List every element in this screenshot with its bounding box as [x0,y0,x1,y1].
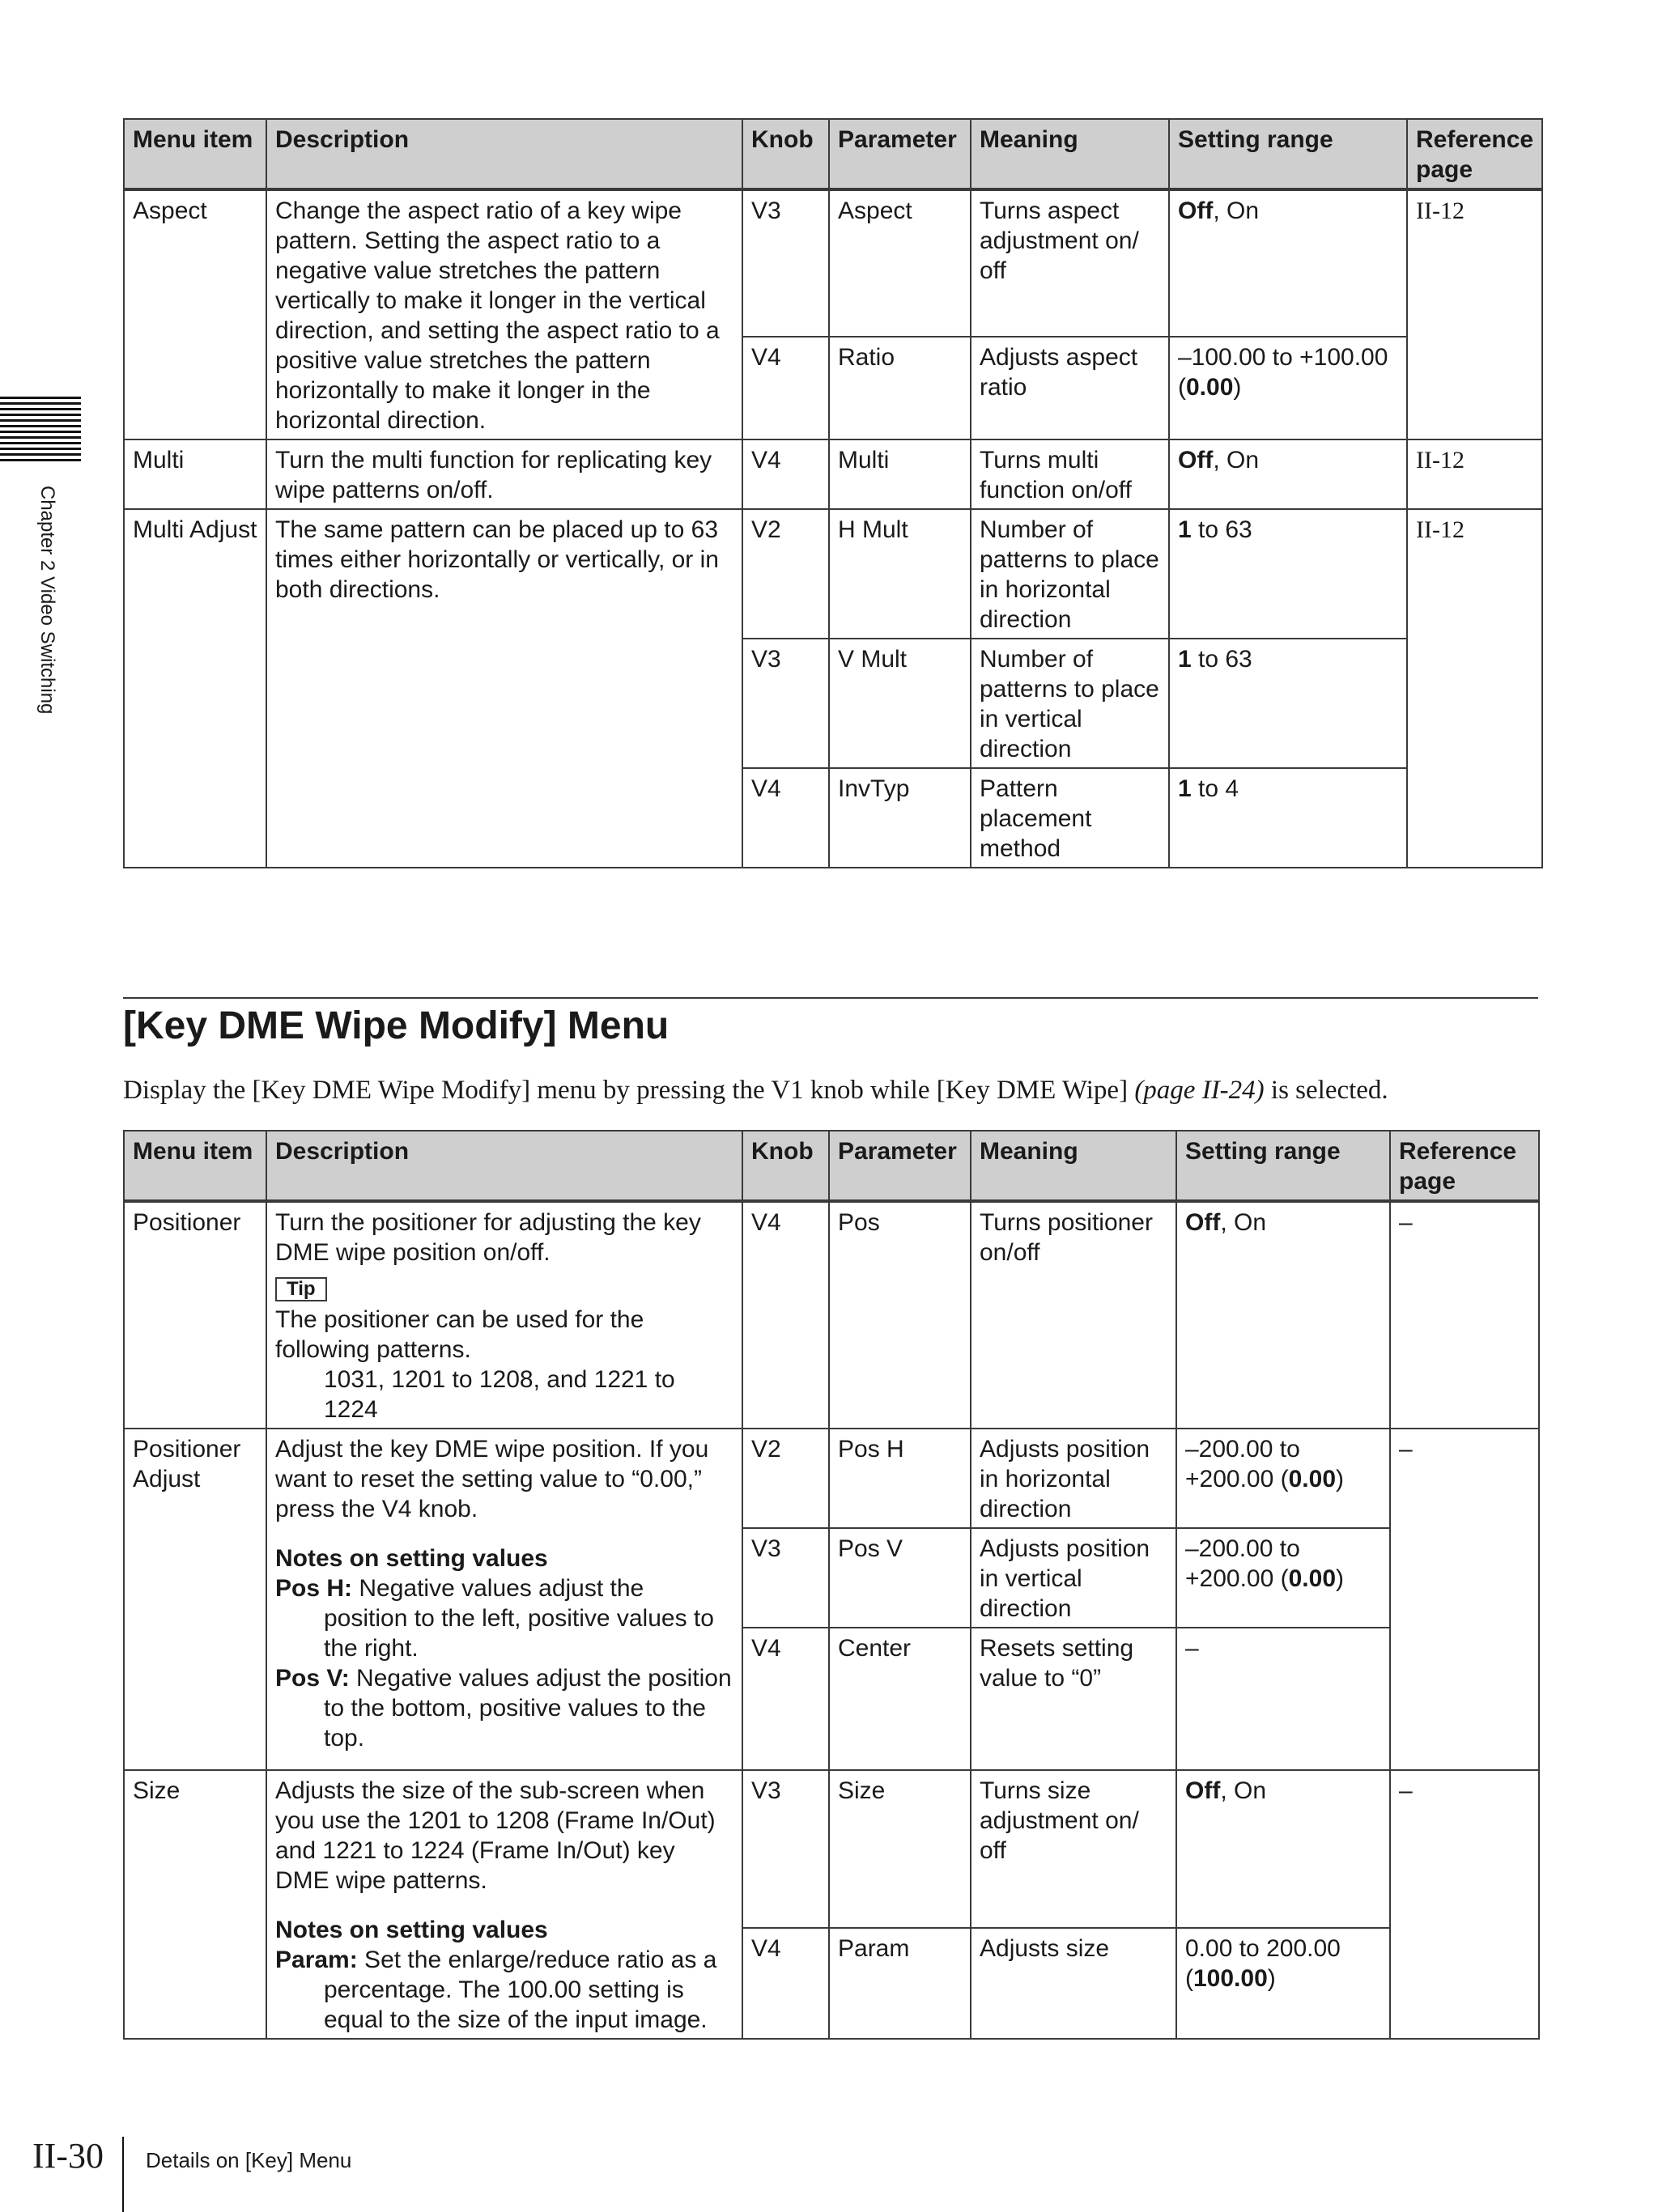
range-text: –100.00 to +100.00 ( [1178,344,1388,401]
table-header-row [124,1131,1539,1201]
parameter-cell: H Mult [829,509,971,639]
default-value: 1 [1178,775,1192,802]
meaning-cell: Number of patterns to place in horizontal direction [971,509,1169,639]
meaning-cell: Turns size adjustment on/ off [971,1770,1176,1928]
col-header-parameter: Parameter [829,119,971,189]
knob-cell: V4 [742,768,829,868]
range-text: ) [1336,1565,1344,1592]
parameter-cell: Pos H [829,1429,971,1528]
footer-title: Details on [Key] Menu [146,2148,352,2172]
menu-item-cell: Multi Adjust [124,509,266,868]
meaning-cell: Turns positioner on/off [971,1201,1176,1429]
reference-page-cell: II-12 [1407,509,1542,868]
setting-range-cell [1169,768,1407,868]
footer-divider [122,2137,124,2212]
note-item [275,1573,733,1663]
parameter-cell: Size [829,1770,971,1928]
col-header-setting-range: Setting range [1176,1131,1390,1201]
setting-range-cell [1169,337,1407,439]
range-text: 0.00 to 200.00 ( [1185,1935,1341,1993]
tip-text: The positioner can be used for the following patterns. [275,1306,644,1363]
col-header-description: Description [266,1131,742,1201]
range-text: ) [1336,1466,1344,1492]
setting-range-cell [1169,189,1407,337]
tip-label: Tip [275,1277,327,1301]
default-value: 0.00 [1186,374,1234,401]
menu-table-key-wipe [123,118,1543,868]
parameter-cell: Param [829,1928,971,2039]
col-header-menu-item: Menu item [124,119,266,189]
meaning-cell: Adjusts size [971,1928,1176,2039]
default-value: Off [1178,197,1214,224]
reference-page-cell: – [1390,1429,1539,1770]
range-text: to 63 [1191,516,1252,543]
section-title: [Key DME Wipe Modify] Menu [123,1004,670,1047]
parameter-cell: Aspect [829,189,971,337]
setting-range-cell: – [1176,1628,1390,1770]
intro-text: Display the [Key DME Wipe Modify] menu by pressing the V1 knob while [Key DME Wipe] [123,1076,1135,1105]
parameter-cell: Multi [829,439,971,509]
range-text: , On [1213,197,1260,224]
table-row [124,189,1542,337]
page-reference-link[interactable]: (page II-24) [1134,1076,1265,1105]
chapter-label: Chapter 2 Video Switching [36,486,58,715]
meaning-cell: Number of patterns to place in vertical direction [971,639,1169,768]
knob-cell: V3 [742,639,829,768]
default-value: 0.00 [1288,1565,1336,1592]
chapter-tab-marks [0,397,81,465]
setting-range-cell [1176,1429,1390,1528]
setting-range-cell [1176,1201,1390,1429]
default-value: Off [1185,1777,1221,1804]
description-text: Turn the positioner for adjusting the key DME wipe position on/off. [275,1209,701,1266]
menu-table-key-dme-wipe-modify [123,1130,1540,2040]
reference-page-cell: – [1390,1201,1539,1429]
col-header-reference-page: Reference page [1390,1131,1539,1201]
page-number: II-30 [32,2136,104,2176]
parameter-cell: Center [829,1628,971,1770]
description-cell: The same pattern can be placed up to 63 times either horizontally or vertically, or in both directions. [266,509,742,868]
menu-item-cell: Positioner [124,1201,266,1429]
reference-page-cell: II-12 [1407,189,1542,439]
parameter-cell: Pos V [829,1528,971,1628]
note-item [275,1663,733,1753]
range-text: ) [1233,374,1242,401]
default-value: 1 [1178,646,1192,673]
description-cell [266,1429,742,1770]
setting-range-cell [1169,509,1407,639]
col-header-meaning: Meaning [971,1131,1176,1201]
description-cell: Turn the multi function for replicating key wipe patterns on/off. [266,439,742,509]
table-row [124,1201,1539,1429]
section-rule [123,997,1538,999]
col-header-knob: Knob [742,119,829,189]
knob-cell: V4 [742,1201,829,1429]
knob-cell: V4 [742,439,829,509]
parameter-cell: Pos [829,1201,971,1429]
default-value: Off [1185,1209,1221,1236]
note-label: Pos V: [275,1665,350,1692]
knob-cell: V2 [742,509,829,639]
meaning-cell: Resets setting value to “0” [971,1628,1176,1770]
range-text: –200.00 to +200.00 ( [1185,1535,1300,1592]
meaning-cell: Pattern placement method [971,768,1169,868]
meaning-cell: Adjusts position in vertical direction [971,1528,1176,1628]
table-row [124,1429,1539,1528]
parameter-cell: Ratio [829,337,971,439]
note-label: Param: [275,1947,358,1973]
table-header-row [124,119,1542,189]
meaning-cell: Turns multi function on/off [971,439,1169,509]
note-text: Set the enlarge/reduce ratio as a percentage. The 100.00 setting is equal to the size of the input image. [324,1947,717,2033]
intro-text: is selected. [1264,1076,1388,1105]
notes-title: Notes on setting values [275,1545,548,1572]
note-text: Negative values adjust the position to the left, positive values to the right. [324,1575,714,1662]
knob-cell: V4 [742,1628,829,1770]
menu-item-cell: Positioner Adjust [124,1429,266,1770]
knob-cell: V3 [742,1528,829,1628]
menu-item-cell: Aspect [124,189,266,439]
parameter-cell: InvTyp [829,768,971,868]
default-value: 100.00 [1193,1965,1268,1993]
description-cell: Change the aspect ratio of a key wipe pattern. Setting the aspect ratio to a negative value stretches the pattern vertically to make it longer in the vertical direction, and setting the aspect ratio to a positive value stretches the pattern horizontally to make it longer in the horizontal direction. [266,189,742,439]
knob-cell: V3 [742,189,829,337]
reference-page-cell: II-12 [1407,439,1542,509]
col-header-setting-range: Setting range [1169,119,1407,189]
range-text: to 63 [1191,646,1252,673]
tip-pattern-list: 1031, 1201 to 1208, and 1221 to 1224 [324,1366,675,1423]
col-header-meaning: Meaning [971,119,1169,189]
default-value: 1 [1178,516,1192,543]
default-value: Off [1178,447,1214,473]
col-header-knob: Knob [742,1131,829,1201]
knob-cell: V2 [742,1429,829,1528]
default-value: 0.00 [1288,1466,1336,1492]
note-text: Negative values adjust the position to the bottom, positive values to the top. [324,1665,732,1751]
notes-title: Notes on setting values [275,1917,548,1943]
setting-range-cell [1176,1528,1390,1628]
meaning-cell: Adjusts aspect ratio [971,337,1169,439]
table-row [124,509,1542,639]
reference-page-cell: – [1390,1770,1539,2039]
knob-cell: V3 [742,1770,829,1928]
description-cell [266,1770,742,2039]
range-text: , On [1213,447,1260,473]
col-header-description: Description [266,119,742,189]
table-row [124,1770,1539,1928]
meaning-cell: Adjusts position in horizontal direction [971,1429,1176,1528]
menu-item-cell: Multi [124,439,266,509]
col-header-parameter: Parameter [829,1131,971,1201]
setting-range-cell [1169,439,1407,509]
col-header-menu-item: Menu item [124,1131,266,1201]
menu-item-cell: Size [124,1770,266,2039]
range-text: ) [1267,1965,1276,1993]
setting-range-cell [1169,639,1407,768]
knob-cell: V4 [742,337,829,439]
range-text: –200.00 to +200.00 ( [1185,1436,1300,1492]
setting-range-cell [1176,1770,1390,1928]
range-text: to 4 [1191,775,1239,802]
description-text: Adjusts the size of the sub-screen when you use the 1201 to 1208 (Frame In/Out) and 1221 to 1224 (Frame In/Out) key DME wipe patterns. [275,1777,716,1894]
note-label: Pos H: [275,1575,353,1602]
range-text: , On [1220,1209,1267,1236]
table-row [124,439,1542,509]
section-intro [123,1072,1388,1108]
meaning-cell: Turns aspect adjustment on/ off [971,189,1169,337]
description-text: Adjust the key DME wipe position. If you want to reset the setting value to “0.00,” press the V4 knob. [275,1436,709,1522]
note-item [275,1945,733,2035]
knob-cell: V4 [742,1928,829,2039]
setting-range-cell [1176,1928,1390,2039]
description-cell [266,1201,742,1429]
range-text: , On [1220,1777,1267,1804]
col-header-reference-page: Reference page [1407,119,1542,189]
parameter-cell: V Mult [829,639,971,768]
